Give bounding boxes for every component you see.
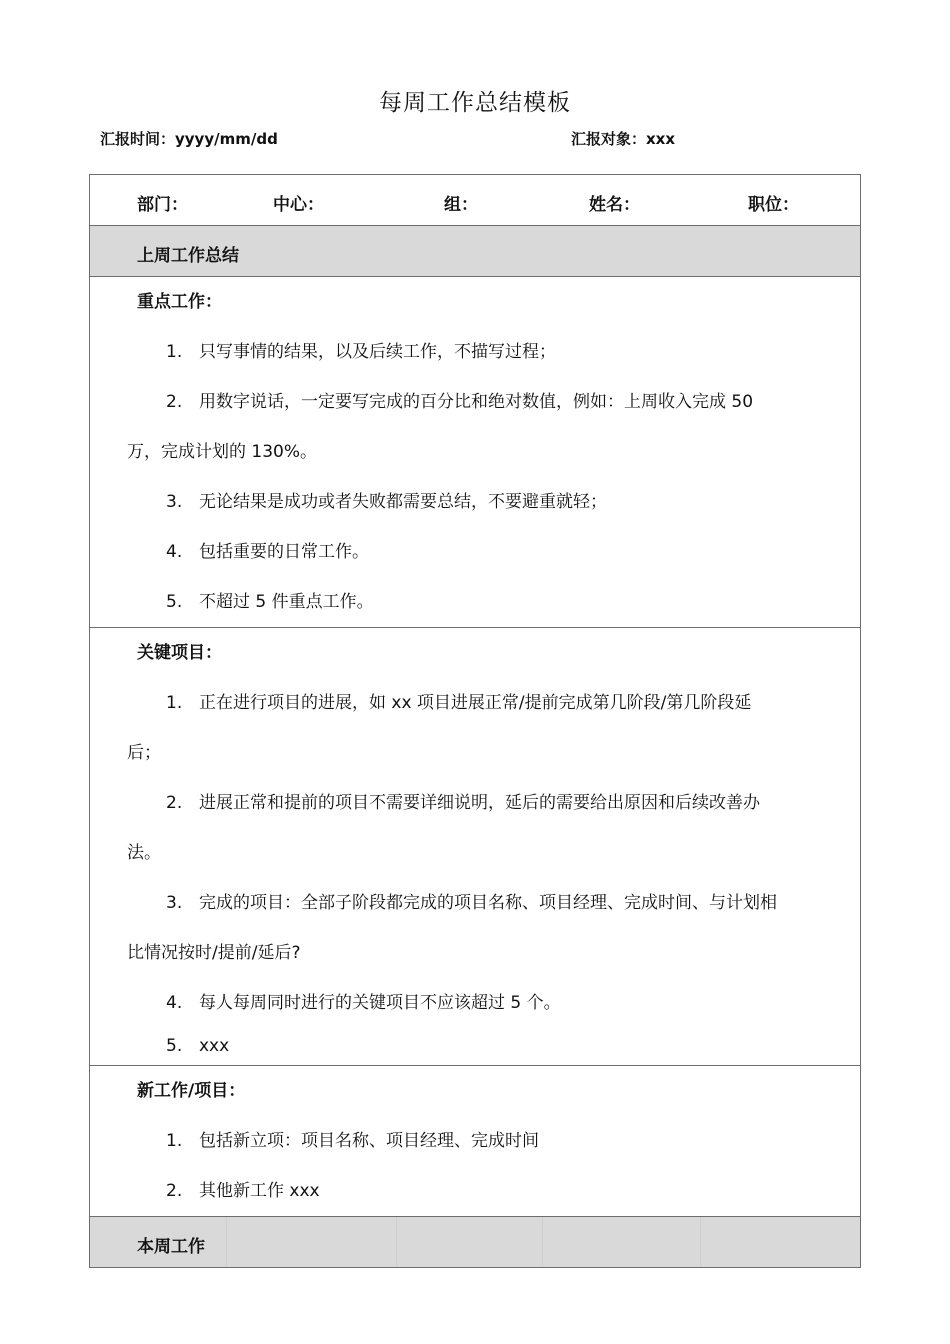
item-number: 1. xyxy=(166,693,183,713)
new-work-section xyxy=(90,1066,860,1217)
cell-divider xyxy=(226,1217,227,1267)
item-continuation: 比情况按时/提前/延后? xyxy=(127,943,301,963)
item-continuation: 万，完成计划的 130%。 xyxy=(127,442,318,462)
name-label: 姓名： xyxy=(589,195,640,215)
cell-divider xyxy=(700,1217,701,1267)
item-number: 3. xyxy=(166,492,183,512)
list-item xyxy=(90,327,860,377)
list-item xyxy=(90,527,860,577)
this-week-header xyxy=(90,1217,860,1267)
item-text: 无论结果是成功或者失败都需要总结，不要避重就轻； xyxy=(199,492,607,512)
dept-label: 部门： xyxy=(137,195,188,215)
new-work-title: 新工作/项目： xyxy=(137,1081,246,1101)
center-label: 中心： xyxy=(273,195,324,215)
item-number: 5. xyxy=(166,592,183,612)
list-item xyxy=(90,778,860,828)
item-text: 包括新立项：项目名称、项目经理、完成时间 xyxy=(199,1131,539,1151)
list-item xyxy=(90,878,860,928)
item-text: 完成的项目：全部子阶段都完成的项目名称、项目经理、完成时间、与计划相 xyxy=(199,893,777,913)
item-text: 进展正常和提前的项目不需要详细说明，延后的需要给出原因和后续改善办 xyxy=(199,793,760,813)
list-item xyxy=(90,1166,860,1216)
key-work-section xyxy=(90,277,860,628)
item-text: 只写事情的结果，以及后续工作，不描写过程； xyxy=(199,342,556,362)
item-number: 5. xyxy=(166,1036,183,1056)
item-number: 4. xyxy=(166,542,183,562)
group-label: 组： xyxy=(444,195,478,215)
cell-divider xyxy=(396,1217,397,1267)
list-item xyxy=(90,377,860,427)
cell-divider xyxy=(542,1217,543,1267)
item-number: 2. xyxy=(166,1181,183,1201)
list-item xyxy=(90,1028,860,1065)
item-number: 3. xyxy=(166,893,183,913)
last-week-header xyxy=(90,226,860,277)
last-week-title: 上周工作总结 xyxy=(137,246,239,266)
item-continuation: 法。 xyxy=(127,843,161,863)
item-number: 2. xyxy=(166,793,183,813)
report-time: 汇报时间：yyyy/mm/dd xyxy=(100,130,278,148)
header-row xyxy=(90,175,860,226)
list-item xyxy=(90,477,860,527)
item-number: 4. xyxy=(166,993,183,1013)
list-item xyxy=(90,678,860,728)
item-text: 其他新工作 xxx xyxy=(199,1181,320,1201)
key-projects-title: 关键项目： xyxy=(137,643,222,663)
list-item xyxy=(90,978,860,1028)
this-week-title: 本周工作 xyxy=(137,1237,205,1257)
list-item xyxy=(90,1116,860,1166)
item-text: 正在进行项目的进展，如 xx 项目进展正常/提前完成第几阶段/第几阶段延 xyxy=(199,693,752,713)
key-projects-section xyxy=(90,628,860,1066)
item-text: xxx xyxy=(199,1036,230,1056)
page-title: 每周工作总结模板 xyxy=(379,90,571,116)
report-to: 汇报对象：xxx xyxy=(571,130,676,148)
position-label: 职位： xyxy=(748,195,799,215)
item-text: 不超过 5 件重点工作。 xyxy=(199,592,374,612)
key-work-title: 重点工作： xyxy=(137,292,222,312)
item-text: 每人每周同时进行的关键项目不应该超过 5 个。 xyxy=(199,993,561,1013)
item-text: 用数字说话，一定要写完成的百分比和绝对数值，例如：上周收入完成 50 xyxy=(199,392,754,412)
item-text: 包括重要的日常工作。 xyxy=(199,542,369,562)
item-continuation: 后； xyxy=(127,743,161,763)
item-number: 1. xyxy=(166,342,183,362)
summary-table xyxy=(89,174,861,1268)
item-number: 1. xyxy=(166,1131,183,1151)
list-item xyxy=(90,577,860,627)
item-number: 2. xyxy=(166,392,183,412)
